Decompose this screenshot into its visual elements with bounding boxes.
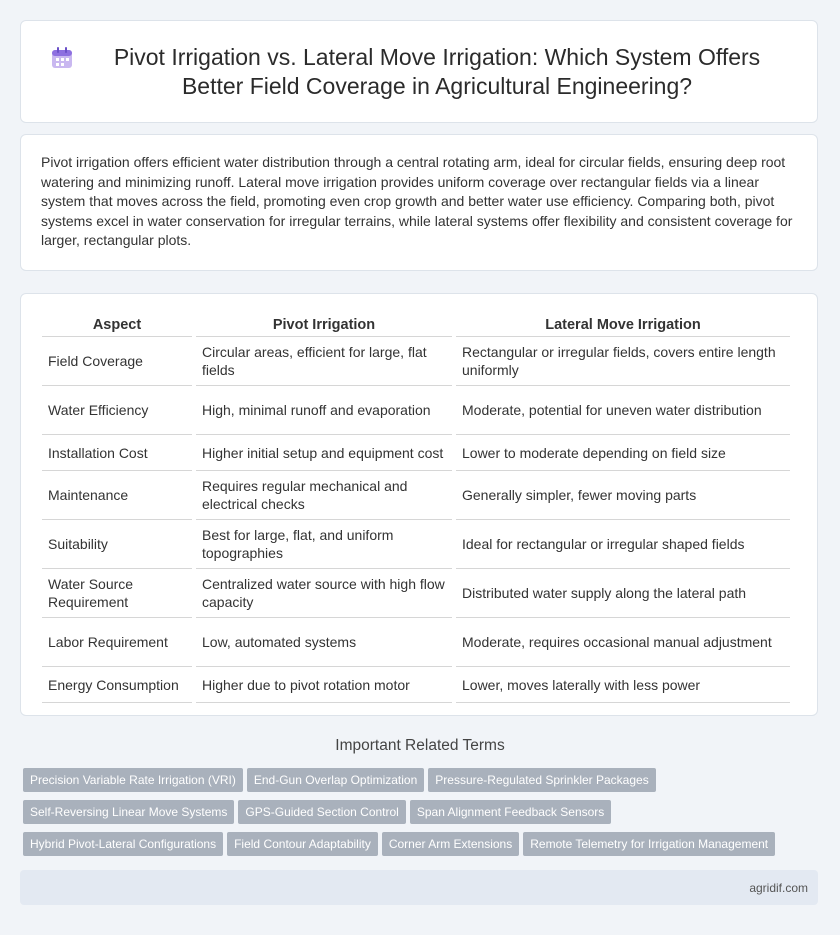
title-wrap [49, 43, 789, 101]
related-term-tag[interactable]: Field Contour Adaptability [227, 832, 378, 856]
lateral-cell: Rectangular or irregular fields, covers entire length uniformly [456, 337, 790, 386]
header-aspect: Aspect [42, 314, 192, 337]
comparison-table [38, 314, 794, 703]
aspect-cell: Installation Cost [42, 435, 192, 471]
table-row [42, 520, 790, 569]
intro-card [20, 134, 818, 271]
related-term-tag[interactable]: Corner Arm Extensions [382, 832, 519, 856]
table-row [42, 386, 790, 435]
related-term-tag[interactable]: Pressure-Regulated Sprinkler Packages [428, 768, 655, 792]
aspect-cell: Maintenance [42, 471, 192, 520]
lateral-cell: Moderate, requires occasional manual adjustment [456, 618, 790, 667]
related-term-tag[interactable]: Remote Telemetry for Irrigation Management [523, 832, 775, 856]
related-term-tag[interactable]: Precision Variable Rate Irrigation (VRI) [23, 768, 243, 792]
table-row [42, 471, 790, 520]
lateral-cell: Lower, moves laterally with less power [456, 667, 790, 703]
pivot-cell: Higher due to pivot rotation motor [196, 667, 452, 703]
related-terms-list [23, 768, 803, 864]
lateral-cell: Moderate, potential for uneven water distribution [456, 386, 790, 435]
pivot-cell: Higher initial setup and equipment cost [196, 435, 452, 471]
pivot-cell: High, minimal runoff and evaporation [196, 386, 452, 435]
aspect-cell: Water Source Requirement [42, 569, 192, 618]
table-row [42, 337, 790, 386]
table-row [42, 435, 790, 471]
pivot-cell: Best for large, flat, and uniform topographies [196, 520, 452, 569]
footer-site-link[interactable]: agridif.com [749, 881, 808, 895]
comparison-card [20, 293, 818, 716]
pivot-cell: Requires regular mechanical and electrical checks [196, 471, 452, 520]
lateral-cell: Ideal for rectangular or irregular shaped fields [456, 520, 790, 569]
related-term-tag[interactable]: Span Alignment Feedback Sensors [410, 800, 611, 824]
header-lateral: Lateral Move Irrigation [456, 314, 790, 337]
pivot-cell: Low, automated systems [196, 618, 452, 667]
related-terms-heading: Important Related Terms [335, 737, 505, 754]
aspect-cell: Labor Requirement [42, 618, 192, 667]
aspect-cell: Water Efficiency [42, 386, 192, 435]
pivot-cell: Circular areas, efficient for large, flat fields [196, 337, 452, 386]
title-card [20, 20, 818, 123]
table-header-row [42, 314, 790, 337]
table-row [42, 667, 790, 703]
lateral-cell: Distributed water supply along the lateral path [456, 569, 790, 618]
header-pivot: Pivot Irrigation [196, 314, 452, 337]
intro-paragraph: Pivot irrigation offers efficient water distribution through a central rotating arm, ideal for circular fields, ensuring deep root watering and minimizing runoff. Lateral move irrigation provides uniform coverage over rectangular fields via a linear system that moves across the field, promoting even crop growth and better water use efficiency. Comparing both, pivot systems excel in water conservation for irregular terrains, while lateral systems offer flexibility and consistent coverage for larger, rectangular plots. [41, 154, 793, 248]
related-term-tag[interactable]: GPS-Guided Section Control [238, 800, 405, 824]
pivot-cell: Centralized water source with high flow capacity [196, 569, 452, 618]
calendar-icon [49, 45, 75, 71]
page-title: Pivot Irrigation vs. Lateral Move Irrigation: Which System Offers Better Field Coverage in Agricultural Engineering? [113, 43, 761, 99]
aspect-cell: Energy Consumption [42, 667, 192, 703]
lateral-cell: Lower to moderate depending on field size [456, 435, 790, 471]
aspect-cell: Field Coverage [42, 337, 192, 386]
lateral-cell: Generally simpler, fewer moving parts [456, 471, 790, 520]
table-row [42, 569, 790, 618]
related-term-tag[interactable]: Hybrid Pivot-Lateral Configurations [23, 832, 223, 856]
footer [20, 870, 818, 905]
aspect-cell: Suitability [42, 520, 192, 569]
table-row [42, 618, 790, 667]
related-term-tag[interactable]: Self-Reversing Linear Move Systems [23, 800, 234, 824]
related-term-tag[interactable]: End-Gun Overlap Optimization [247, 768, 424, 792]
